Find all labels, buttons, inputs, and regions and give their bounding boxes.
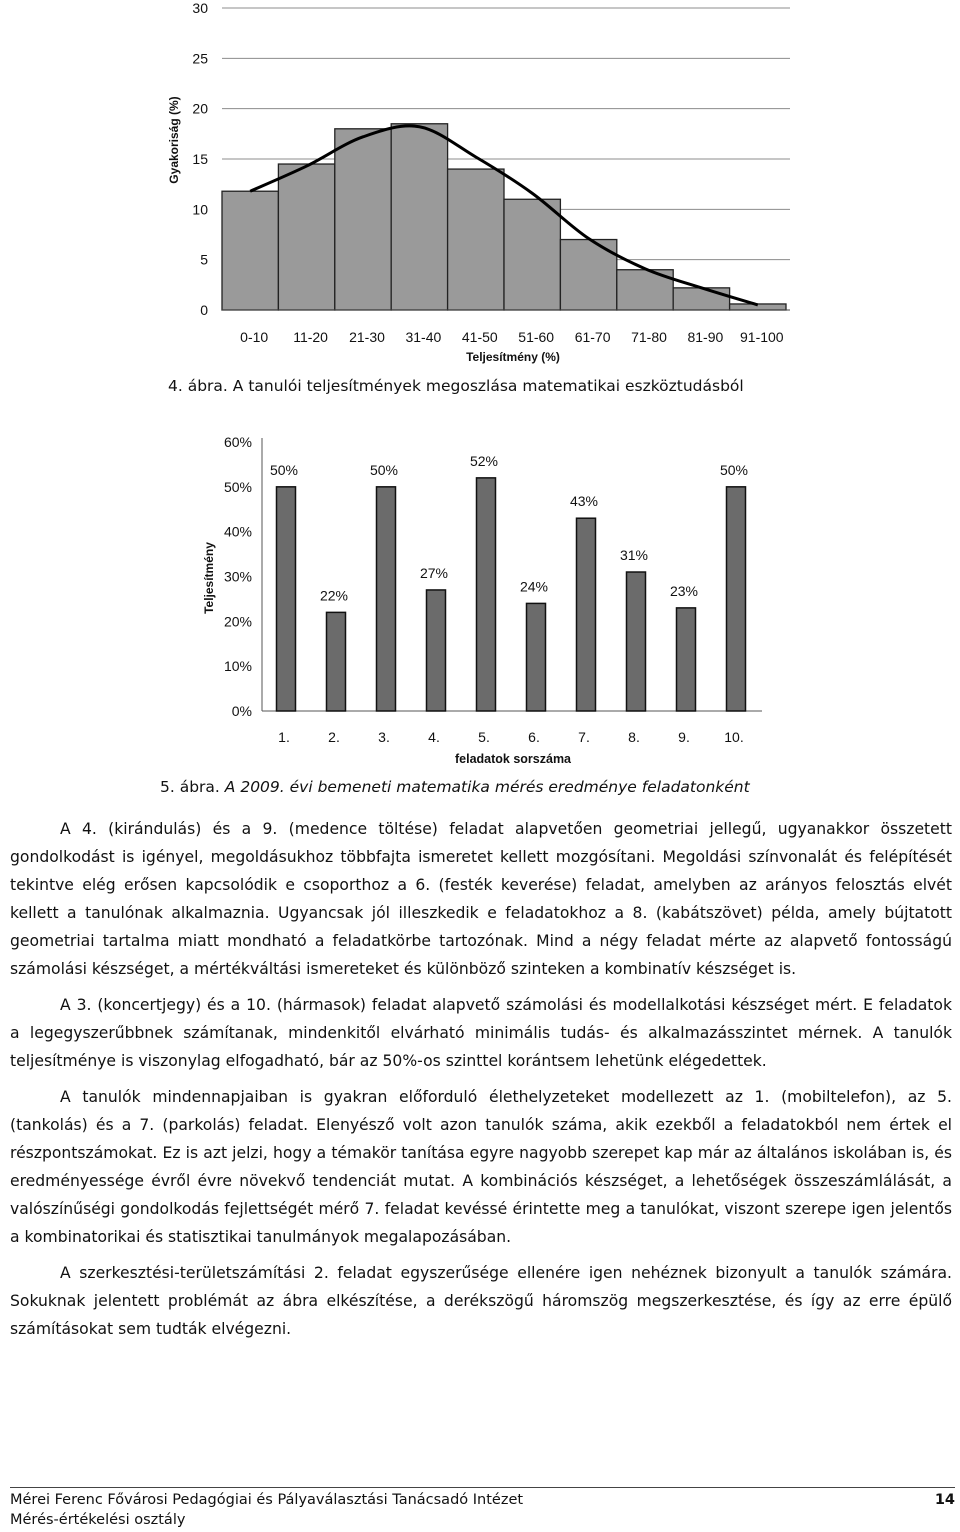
x-tick-label: 71-80	[631, 329, 667, 345]
paragraph: A 3. (koncertjegy) és a 10. (hármasok) feladat alapvető számolási és modellalkotási készséget mért. E feladatok a legegyszerűbbnek számítanak, mindenkitől elvárható minimális tudás- és alkalmazásszintet mérnek. A tanulók teljesítménye is viszonylag elfogadható, bár az 50%-os szinttel korántsem lehetünk elégedettek.	[10, 996, 952, 1070]
task-bar	[377, 487, 396, 711]
task-bar	[327, 612, 346, 711]
task-bar	[627, 572, 646, 711]
x-tick-label: 51-60	[518, 329, 555, 345]
footer-institute: Mérei Ferenc Fővárosi Pedagógiai és Pályaválasztási Tanácsadó Intézet	[10, 1492, 524, 1508]
histogram-bar	[335, 129, 391, 310]
y-tick-label: 30%	[223, 568, 252, 585]
histogram-bar	[673, 288, 729, 310]
histogram-bar	[391, 124, 447, 310]
task-results-chart	[0, 430, 960, 770]
y-tick-label: 20	[192, 100, 208, 117]
x-tick-label: 31-40	[405, 329, 442, 345]
figure-4-caption-number: 4. ábra.	[168, 377, 228, 395]
x-tick-label: 6.	[528, 729, 540, 745]
y-tick-label: 30	[192, 0, 208, 16]
figure-4-caption	[168, 377, 744, 395]
y-tick-label: 20%	[223, 613, 252, 630]
x-axis-title: feladatok sorszáma	[454, 752, 572, 766]
data-label: 50%	[269, 461, 299, 478]
histogram-bar	[504, 199, 560, 310]
y-axis-title: Teljesítmény	[202, 542, 216, 614]
x-tick-label: 5.	[478, 729, 490, 745]
data-label: 24%	[519, 578, 549, 595]
x-axis-title: Teljesítmény (%)	[466, 350, 560, 364]
figure-5-caption-text: A 2009. évi bemeneti matematika mérés eredménye feladatonként	[224, 778, 750, 796]
data-label: 23%	[669, 582, 699, 599]
x-tick-label: 10.	[724, 729, 744, 745]
page-number: 14	[934, 1492, 955, 1508]
task-bar	[477, 478, 496, 711]
y-tick-label: 10%	[223, 658, 252, 675]
y-tick-label: 50%	[223, 478, 252, 495]
task-bar	[277, 487, 296, 711]
task-bar	[427, 590, 446, 711]
figure-5-caption	[160, 778, 750, 796]
histogram-bar	[222, 191, 278, 310]
x-tick-label: 4.	[428, 729, 440, 745]
y-tick-label: 0	[200, 302, 208, 318]
paragraph: A 4. (kirándulás) és a 9. (medence töltése) feladat alapvetően geometriai jellegű, ugyanakkor összetett gondolkodást is igényel, megoldásukhoz többfajta ismeretet kellett mozgósítani. Megoldási színvonalát és felépítését tekintve elég erősen kapcsolódik e csoporthoz a 6. (festék keverése) feladat, amelyben az arányos felosztás elvét kellett a tanulónak alkalmaznia. Ugyancsak jól illeszkedik e feladatokhoz a 8. (kabátszövet) példa, amely bújtatott geometriai tartalma miatt mondható a feladatkörbe tartozónak. Mind a négy feladat mérte az alapvető fontosságú számolási készséget, a mértékváltási ismereteket és különböző szinteken a kombinatív készséget is.	[10, 820, 952, 978]
task-bar	[677, 608, 696, 711]
x-tick-label: 1.	[278, 729, 290, 745]
data-label: 31%	[619, 547, 649, 564]
data-label: 27%	[419, 564, 449, 581]
task-bar	[727, 487, 746, 711]
y-tick-label: 40%	[223, 523, 252, 540]
y-tick-label: 60%	[223, 434, 252, 450]
data-label: 50%	[719, 461, 749, 478]
body-text	[10, 815, 952, 1351]
task-bar	[527, 603, 546, 711]
x-tick-label: 7.	[578, 729, 590, 745]
x-tick-label: 41-50	[461, 329, 498, 345]
figure-5-caption-number: 5. ábra.	[160, 778, 220, 796]
histogram-bar	[448, 169, 504, 310]
data-label: 43%	[569, 493, 599, 510]
figure-4-caption-text: A tanulói teljesítmények megoszlása matematikai eszköztudásból	[232, 377, 744, 395]
footer-department: Mérés-értékelési osztály	[10, 1512, 186, 1528]
y-tick-label: 25	[192, 50, 208, 67]
x-tick-label: 81-90	[687, 329, 724, 345]
data-label: 50%	[369, 461, 399, 478]
x-tick-label: 61-70	[574, 329, 611, 345]
y-tick-label: 15	[192, 151, 208, 167]
x-tick-label: 91-100	[740, 329, 784, 345]
data-label: 52%	[469, 452, 499, 469]
x-tick-label: 21-30	[349, 329, 385, 345]
x-tick-label: 9.	[678, 729, 690, 745]
paragraph: A szerkesztési-területszámítási 2. feladat egyszerűsége ellenére igen nehéznek bizonyult a tanulók számára. Sokuknak jelentett problémát az ábra elkészítése, a derékszögű háromszög megszerkesztése, és így az erre épülő számításokat sem tudták elvégezni.	[10, 1264, 952, 1338]
histogram-chart	[0, 0, 960, 370]
x-tick-label: 8.	[628, 729, 640, 745]
x-tick-label: 11-20	[293, 329, 328, 345]
x-tick-label: 0-10	[240, 329, 269, 345]
task-bar	[577, 518, 596, 711]
x-tick-label: 2.	[328, 729, 340, 745]
y-tick-label: 5	[200, 251, 208, 268]
histogram-bar	[278, 164, 334, 310]
y-axis-title: Gyakoriság (%)	[167, 96, 181, 184]
paragraph: A tanulók mindennapjaiban is gyakran előforduló élethelyzeteket modellezett az 1. (mobiltelefon), az 5. (tankolás) és a 7. (parkolás) feladat. Elenyésző volt azon tanulók száma, akik ezekből a feladatokból nem értek el részpontszámokat. Ez is azt jelzi, hogy a témakör tanítása egyre nagyobb szerepet kap már az általános iskolában is, és eredményessége évről évre növekvő tendenciát mutat. A kombinációs készséget, a lehetőségek összeszámlálását, a valószínűségi gondolkodás fejlettségét mérő 7. feladat kevéssé érintette meg a tanulókat, viszont szerepe igen jelentős a kombinatorikai és statisztikai tanulmányok megalapozásában.	[10, 1088, 952, 1246]
y-tick-label: 10	[192, 201, 208, 218]
y-tick-label: 0%	[231, 703, 252, 719]
data-label: 22%	[319, 587, 349, 604]
x-tick-label: 3.	[378, 729, 390, 745]
page-footer	[10, 1487, 955, 1530]
